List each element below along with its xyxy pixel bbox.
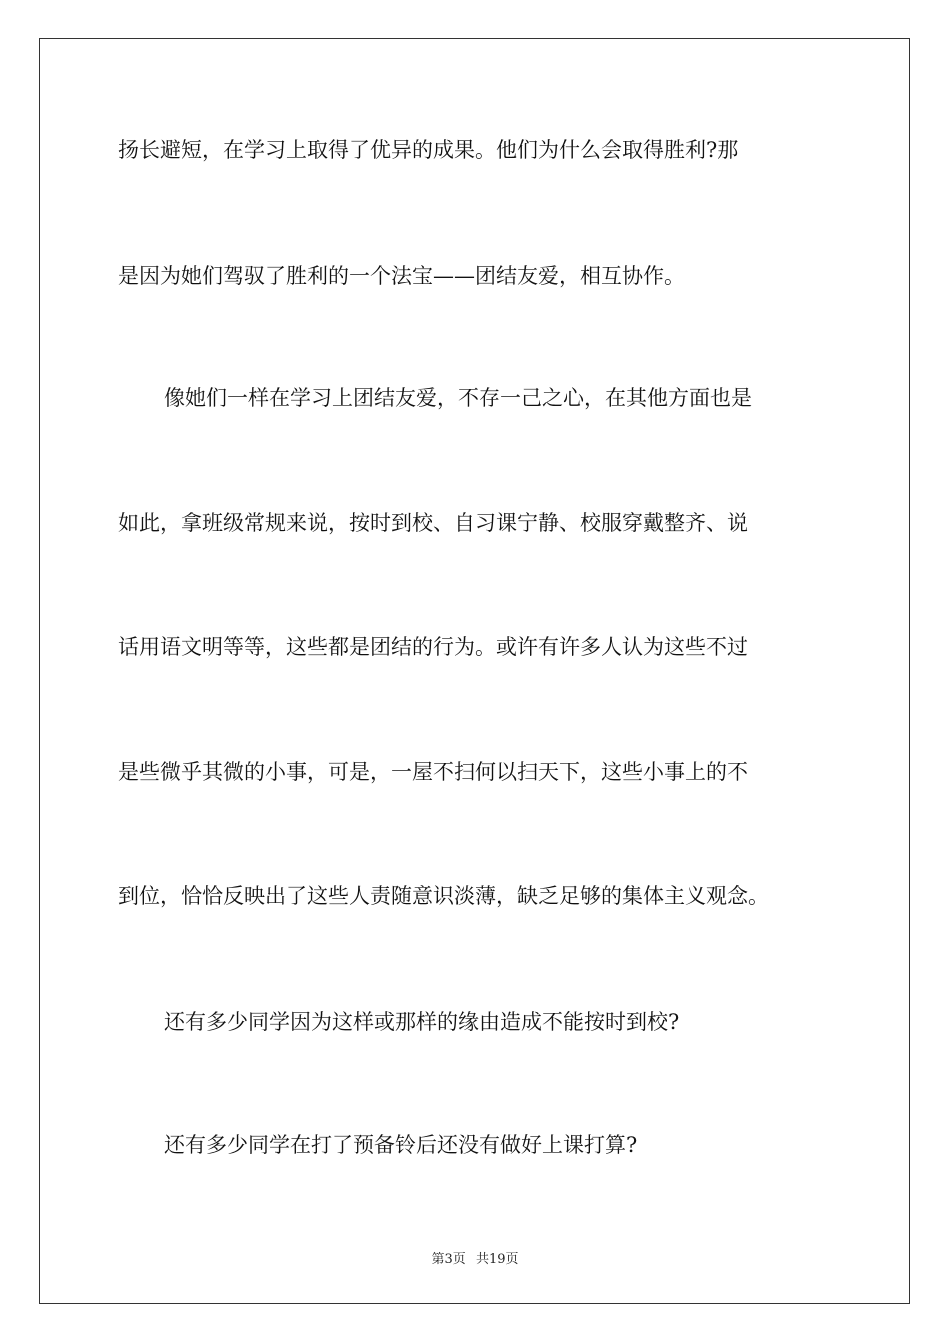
- page-footer: [0, 1248, 950, 1267]
- paragraph-2-line-2: 如此，拿班级常规来说，按时到校、自习课宁静、校服穿戴整齐、说: [118, 511, 748, 535]
- page-border: [39, 38, 910, 1304]
- paragraph-4-line-1: 还有多少同学在打了预备铃后还没有做好上课打算?: [164, 1133, 638, 1157]
- paragraph-1-line-1: 扬长避短，在学习上取得了优异的成果。他们为什么会取得胜利?那: [118, 138, 739, 162]
- paragraph-2-line-1: 像她们一样在学习上团结友爱，不存一己之心，在其他方面也是: [164, 386, 752, 410]
- paragraph-2-line-5: 到位，恰恰反映出了这些人责随意识淡薄，缺乏足够的集体主义观念。: [118, 884, 769, 908]
- paragraph-2-line-3: 话用语文明等等，这些都是团结的行为。或许有许多人认为这些不过: [118, 635, 748, 659]
- paragraph-1-line-2: 是因为她们驾驭了胜利的一个法宝——团结友爱，相互协作。: [118, 264, 685, 288]
- paragraph-3-line-1: 还有多少同学因为这样或那样的缘由造成不能按时到校?: [164, 1010, 680, 1034]
- paragraph-2-line-4: 是些微乎其微的小事，可是，一屋不扫何以扫天下，这些小事上的不: [118, 760, 748, 784]
- total-pages: 共19页: [475, 1252, 519, 1267]
- page-number: 第3页: [431, 1252, 466, 1267]
